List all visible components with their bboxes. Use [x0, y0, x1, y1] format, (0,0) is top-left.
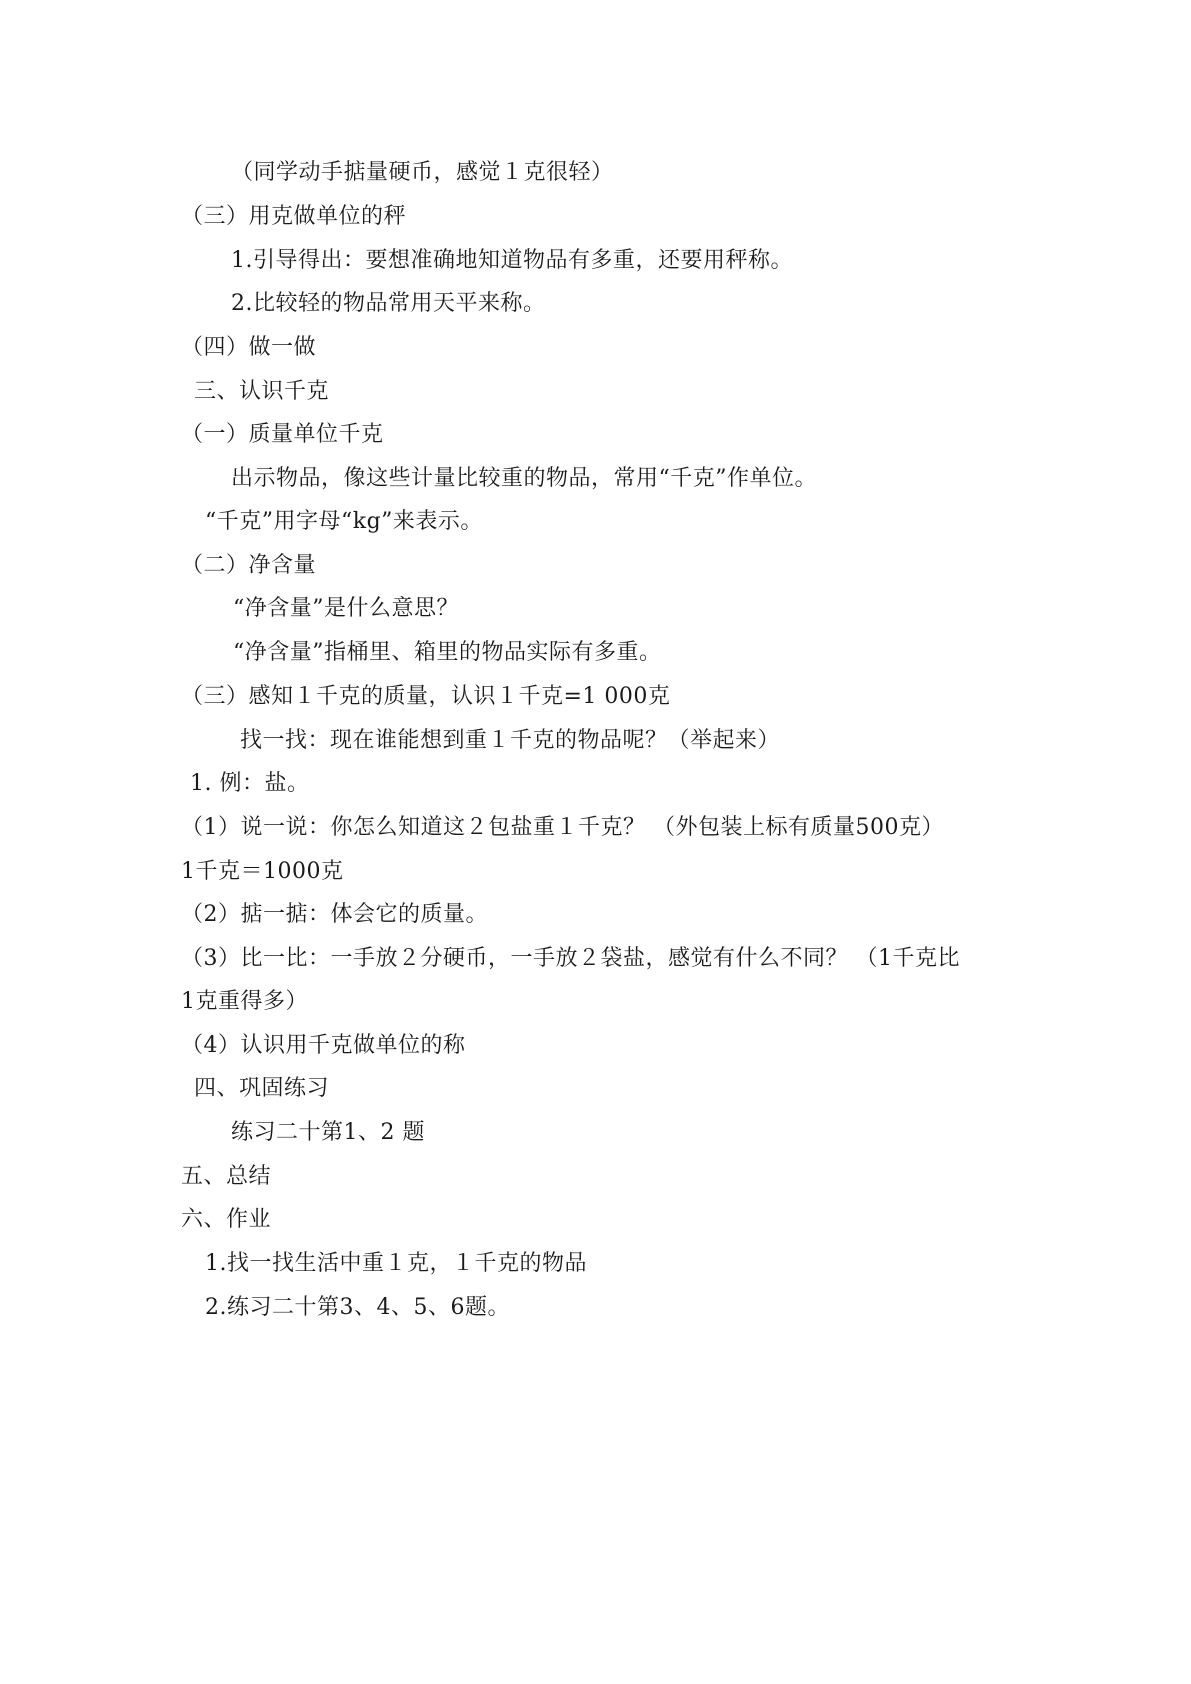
- text-line: （2）掂一掂：体会它的质量。: [181, 902, 488, 927]
- text-line: 1.引导得出：要想准确地知道物品有多重，还要用秤称。: [231, 248, 793, 273]
- text-line: 找一找：现在谁能想到重１千克的物品呢？（举起来）: [240, 728, 781, 753]
- text-line: 1千克＝1000克: [181, 859, 344, 884]
- section-heading: （四）做一做: [181, 335, 317, 360]
- text-line: “千克”用字母“kg”来表示。: [205, 509, 483, 534]
- text-line: （同学动手掂量硬币，感觉１克很轻）: [231, 160, 614, 185]
- text-line: 出示物品，像这些计量比较重的物品，常用“千克”作单位。: [231, 466, 817, 491]
- text-line: 练习二十第1、2 题: [231, 1120, 425, 1145]
- text-line: 2.比较轻的物品常用天平来称。: [231, 291, 546, 316]
- chapter-heading: 五、总结: [181, 1164, 272, 1189]
- chapter-heading: 四、巩固练习: [194, 1076, 330, 1101]
- section-heading: （二）净含量: [181, 553, 317, 578]
- text-line: “净含量”指桶里、箱里的物品实际有多重。: [233, 640, 662, 665]
- section-heading: （三）用克做单位的秤: [181, 204, 407, 229]
- section-heading: （一）质量单位千克: [181, 422, 384, 447]
- text-line: 2.练习二十第3、4、5、6题。: [205, 1295, 510, 1320]
- text-line: 1克重得多）: [181, 989, 308, 1014]
- chapter-heading: 三、认识千克: [194, 379, 330, 404]
- text-line: 1. 例：盐。: [190, 771, 310, 796]
- section-heading: （三）感知１千克的质量，认识１千克=1 000克: [181, 684, 671, 709]
- text-line: （4）认识用千克做单位的称: [181, 1033, 466, 1058]
- text-line: 1.找一找生活中重１克，１千克的物品: [205, 1251, 587, 1276]
- chapter-heading: 六、作业: [181, 1207, 272, 1232]
- text-line: （3）比一比：一手放２分硬币，一手放２袋盐，感觉有什么不同？ （1千克比: [181, 946, 960, 971]
- text-line: （1）说一说：你怎么知道这２包盐重１千克？ （外包装上标有质量500克）: [181, 815, 944, 840]
- text-line: “净含量”是什么意思？: [233, 596, 459, 621]
